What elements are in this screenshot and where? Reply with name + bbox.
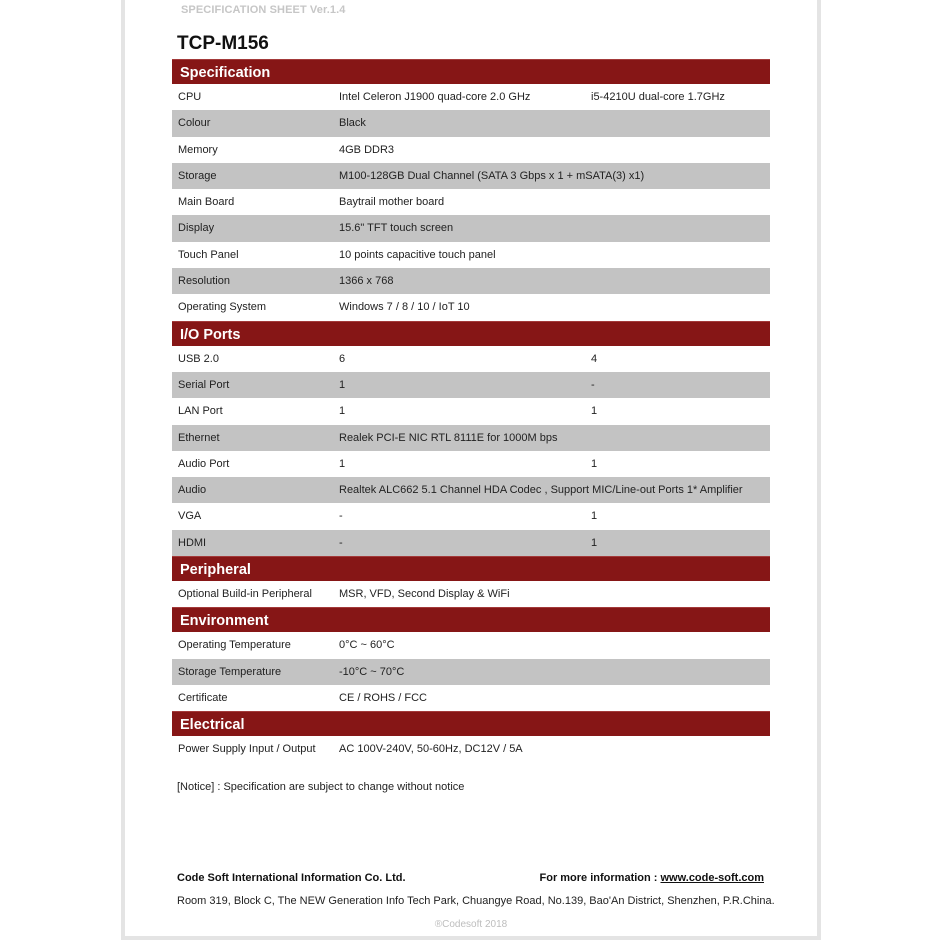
spec-row-audio	[172, 477, 770, 503]
spec-row-vga	[172, 503, 770, 529]
spec-row-colour	[172, 110, 770, 136]
spec-label: Memory	[178, 143, 218, 156]
section-header-peripheral: Peripheral	[172, 556, 770, 581]
spec-value-primary: 6	[339, 352, 346, 365]
spec-row-power-supply-input-output	[172, 736, 770, 762]
spec-value-primary: -	[339, 536, 343, 549]
spec-row-display	[172, 215, 770, 241]
spec-row-touch-panel	[172, 242, 770, 268]
spec-row-lan-port	[172, 398, 770, 424]
spec-label: USB 2.0	[178, 352, 219, 365]
spec-row-resolution	[172, 268, 770, 294]
spec-value-secondary: 4	[591, 352, 598, 365]
spec-table	[172, 59, 770, 763]
section-header-specification: Specification	[172, 59, 770, 84]
notice-text: [Notice] : Specification are subject to change without notice	[177, 781, 465, 793]
spec-row-ethernet	[172, 425, 770, 451]
spec-label: Audio Port	[178, 457, 230, 470]
page-frame	[121, 0, 821, 940]
spec-value-primary: Realek PCI-E NIC RTL 8111E for 1000M bps	[339, 431, 558, 444]
spec-label: Ethernet	[178, 431, 220, 444]
spec-row-optional-build-in-peripheral	[172, 581, 770, 607]
spec-label: Main Board	[178, 196, 235, 209]
spec-value-primary: AC 100V-240V, 50-60Hz, DC12V / 5A	[339, 743, 523, 756]
footer-address: Room 319, Block C, The NEW Generation Info Tech Park, Chuangye Road, No.139, Bao'An District, Shenzhen, P.R.China.	[177, 895, 775, 907]
spec-value-primary: Windows 7 / 8 / 10 / IoT 10	[339, 301, 470, 314]
spec-label: Operating Temperature	[178, 639, 291, 652]
spec-value-primary: Realtek ALC662 5.1 Channel HDA Codec , Support MIC/Line-out Ports 1* Amplifier	[339, 484, 743, 497]
spec-value-secondary: 1	[591, 405, 598, 418]
spec-value-primary: 4GB DDR3	[339, 143, 395, 156]
spec-label: HDMI	[178, 536, 207, 549]
spec-sheet-page	[125, 0, 817, 936]
spec-row-certificate	[172, 685, 770, 711]
spec-label: VGA	[178, 510, 202, 523]
spec-value-secondary: i5-4210U dual-core 1.7GHz	[591, 91, 725, 103]
spec-row-operating-system	[172, 294, 770, 320]
spec-value-primary: -	[339, 510, 343, 523]
spec-value-secondary: 1	[591, 457, 598, 470]
spec-label: Display	[178, 222, 215, 235]
spec-value-primary: Black	[339, 117, 366, 130]
spec-value-primary: M100-128GB Dual Channel (SATA 3 Gbps x 1 + mSATA(3) x1)	[339, 169, 645, 182]
spec-label: Power Supply Input / Output	[178, 743, 316, 756]
spec-row-memory	[172, 137, 770, 163]
spec-label: Certificate	[178, 691, 228, 704]
section-header-electrical: Electrical	[172, 711, 770, 736]
spec-row-usb-2-0	[172, 346, 770, 372]
model-title: TCP-M156	[177, 33, 269, 54]
section-header-environment: Environment	[172, 607, 770, 632]
spec-value-primary: 1	[339, 378, 346, 391]
spec-row-operating-temperature	[172, 632, 770, 658]
spec-row-storage-temperature	[172, 659, 770, 685]
section-header-i-o-ports: I/O Ports	[172, 321, 770, 346]
spec-label: Serial Port	[178, 378, 230, 391]
spec-value-primary: 1	[339, 457, 346, 470]
spec-row-main-board	[172, 189, 770, 215]
spec-value-secondary: 1	[591, 536, 598, 549]
spec-row-storage	[172, 163, 770, 189]
footer-info-label: For more information :	[539, 872, 661, 884]
spec-label: LAN Port	[178, 405, 223, 418]
spec-label: CPU	[178, 91, 202, 103]
spec-value-primary: -10°C ~ 70°C	[339, 665, 405, 678]
spec-label: Colour	[178, 117, 211, 130]
spec-value-secondary: 1	[591, 510, 598, 523]
spec-label: Operating System	[178, 301, 267, 314]
spec-value-primary: 0°C ~ 60°C	[339, 639, 395, 652]
spec-label: Optional Build-in Peripheral	[178, 588, 312, 601]
spec-value-primary: 1366 x 768	[339, 275, 394, 288]
spec-row-serial-port	[172, 372, 770, 398]
sheet-version: SPECIFICATION SHEET Ver.1.4	[181, 4, 346, 16]
footer-copyright: ®Codesoft 2018	[434, 919, 508, 930]
spec-row-cpu	[172, 84, 770, 110]
footer-company: Code Soft International Information Co. Ltd.	[177, 872, 406, 884]
spec-value-primary: MSR, VFD, Second Display & WiFi	[339, 588, 510, 601]
website-link[interactable]: www.code-soft.com	[660, 872, 764, 884]
spec-label: Resolution	[178, 275, 230, 288]
spec-value-primary: 15.6" TFT touch screen	[339, 222, 454, 235]
spec-value-primary: Intel Celeron J1900 quad-core 2.0 GHz	[339, 91, 531, 103]
spec-value-primary: CE / ROHS / FCC	[339, 691, 428, 704]
spec-value-primary: 1	[339, 405, 346, 418]
spec-value-primary: Baytrail mother board	[339, 196, 445, 209]
spec-value-primary: 10 points capacitive touch panel	[339, 248, 496, 261]
spec-row-audio-port	[172, 451, 770, 477]
spec-label: Touch Panel	[178, 248, 239, 261]
spec-label: Storage	[178, 169, 217, 182]
footer-info	[540, 872, 765, 884]
spec-value-secondary: -	[591, 378, 595, 391]
spec-row-hdmi	[172, 530, 770, 556]
spec-label: Audio	[178, 484, 207, 497]
spec-label: Storage Temperature	[178, 665, 282, 678]
